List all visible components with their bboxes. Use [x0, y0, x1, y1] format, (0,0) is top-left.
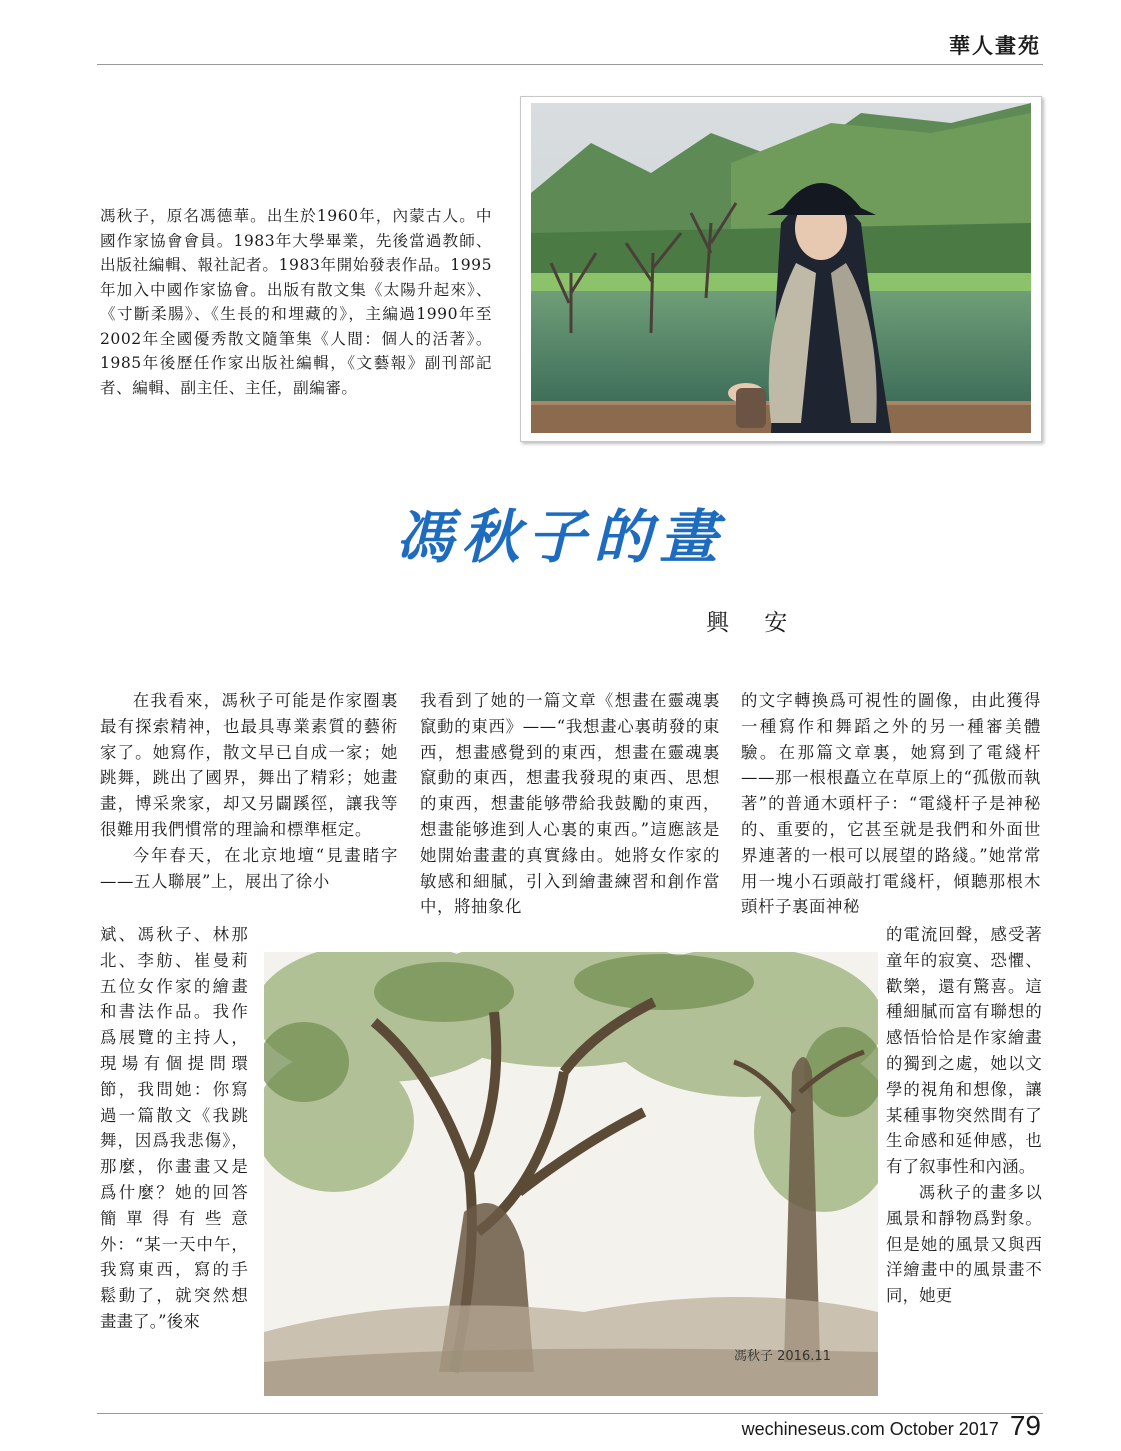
- article-column-2: [420, 688, 720, 920]
- paragraph: 今年春天，在北京地壇“見畫睹字——五人聯展”上，展出了徐小: [100, 845, 398, 891]
- paragraph: 的電流回聲，感受著童年的寂寞、恐懼、歡樂，還有驚喜。這種細膩而富有聯想的感悟恰恰是作家繪畫的獨到之處，她以文學的視角和想像，讓某種事物突然間有了生命感和延伸感，也有了叙事性和內涵。: [886, 925, 1042, 1177]
- article-title: 馮秋子的畫: [395, 503, 726, 571]
- article-column-1-wrap: [100, 922, 248, 1335]
- article-column-3-wrap: [886, 922, 1042, 1309]
- photo-caption: [520, 443, 820, 447]
- paragraph: 在我看來，馮秋子可能是作家圈裏最有探索精神，也最具專業素質的藝術家了。她寫作，散文早已自成一家；她跳舞，跳出了國界，舞出了精彩；她畫畫，博采衆家，却又另闢蹊徑，讓我等很難用我們慣常的理論和標準框定。: [100, 691, 398, 839]
- author-photo: [520, 96, 1042, 442]
- page-number: 79: [1009, 1410, 1041, 1441]
- section-title: 華人畫苑: [949, 33, 1041, 58]
- painting-signature: 馮秋子 2016.11: [734, 1349, 831, 1364]
- author-photo-image: [531, 103, 1031, 433]
- footer-issue: October 2017: [889, 1419, 999, 1439]
- article-column-3: [741, 688, 1041, 920]
- tree-painting: [264, 952, 878, 1396]
- article-author: 興 安: [706, 610, 802, 636]
- author-bio: 馮秋子，原名馮德華。出生於1960年，內蒙古人。中國作家協會會員。1983年大學畢業，先後當過教師、出版社編輯、報社記者。1983年開始發表作品。1995年加入中國作家協會。出版有散文集《太陽升起來》、《寸斷柔腸》、《生長的和埋藏的》，主編過1990年至2002年全國優秀散文隨筆集《人間：個人的活著》。1985年後歷任作家出版社編輯，《文藝報》副刊部記者、編輯、副主任、主任，副編審。: [100, 207, 492, 397]
- article-column-1: [100, 688, 398, 894]
- paragraph: 我看到了她的一篇文章《想畫在靈魂裏竄動的東西》——“我想畫心裏萌發的東西，想畫感覺到的東西，想畫在靈魂裏竄動的東西，想畫我發現的東西、思想的東西，想畫能够帶給我鼓勵的東西，想畫能够進到人心裏的東西。”這應該是她開始畫畫的真實緣由。她將女作家的敏感和細膩，引入到繪畫練習和創作當中，將抽象化: [420, 691, 720, 917]
- tree-painting-image: [264, 952, 878, 1396]
- paragraph: 馮秋子的畫多以風景和靜物爲對象。但是她的風景又與西洋繪畫中的風景畫不同，她更: [886, 1182, 1042, 1306]
- paragraph: 斌、馮秋子、林那北、李舫、崔曼莉五位女作家的繪畫和書法作品。我作爲展覽的主持人，現場有個提問環節，我問她：你寫過一篇散文《我跳舞，因爲我悲傷》，那麼，你畫畫又是爲什麼？她的回答簡單得有些意外：“某一天中午，我寫東西，寫的手鬆動了，就突然想畫畫了。”後來: [100, 925, 248, 1331]
- footer-site: wechineseus.com: [741, 1419, 885, 1439]
- footer: [742, 1410, 1041, 1442]
- header-rule: [97, 64, 1043, 65]
- paragraph: 的文字轉換爲可視性的圖像，由此獲得一種寫作和舞蹈之外的另一種審美體驗。在那篇文章裏，她寫到了電綫杆——那一根根矗立在草原上的“孤傲而執著”的普通木頭杆子：“電綫杆子是神秘的、重要的，它甚至就是我們和外面世界連著的一根可以展望的路綫。”她常常用一塊小石頭敲打電綫杆，傾聽那根木頭杆子裏面神秘: [741, 691, 1041, 917]
